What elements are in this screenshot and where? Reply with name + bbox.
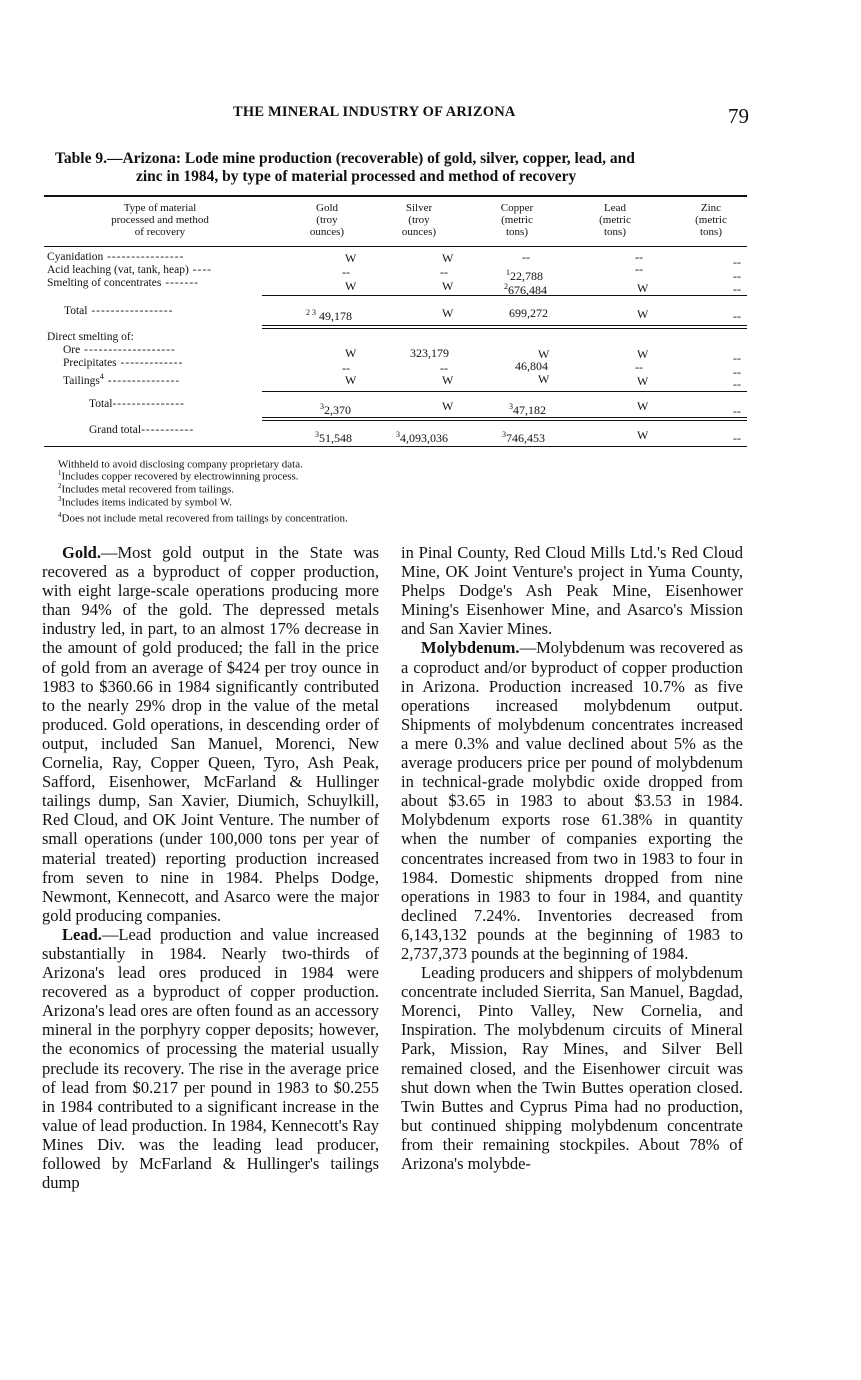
- header-lead-line: tons): [604, 226, 626, 238]
- header-copper-line: (metric: [501, 214, 533, 226]
- row-label-text: Acid leaching (vat, tank, heap): [47, 264, 189, 276]
- cell-zinc: --: [733, 351, 741, 365]
- cell-lead: W: [637, 281, 649, 295]
- cell-gold: W: [345, 373, 357, 387]
- cell-value: 49,178: [319, 309, 352, 323]
- footnote-mark: 1: [506, 268, 510, 277]
- cell-zinc: --: [733, 431, 741, 445]
- subtotal-rule-2: [262, 391, 747, 392]
- row-label-grand-total: Grand total-----------: [89, 424, 195, 436]
- moly-text: —Molybdenum was recovered as a coproduct and/or byproduct of copper production in Arizona. Production increased 10.7% as five operations increased molybdenum output. Shipments of molybdenum concentrates increased a mere 0.3% and value declined about 5% as the average producers price per pound of molybdenum in technical-grade molybdic oxide dropped from about $3.65 in 1983 to about $3.53 in 1984. Molybdenum exports rose 61.38% in quantity when the number of companies exporting the concentrates increased from two in 1983 to four in 1984. Domestic shipments dropped from nine operations in 1983 to four in 1984, and quantity declined 7.24%. Inventories decreased from 6,143,132 pounds at the beginning of 1983 to 2,737,373 pounds at the beginning of 1984.: [401, 638, 743, 963]
- cell-lead: --: [635, 250, 643, 264]
- cell-lead: W: [637, 347, 649, 361]
- row-label-text: Smelting of concentrates: [47, 277, 162, 289]
- cell-copper: 46,804: [515, 359, 548, 373]
- row-label-text: Precipitates: [63, 357, 117, 369]
- footnote-4: [58, 509, 348, 525]
- cell-zinc: --: [733, 377, 741, 391]
- header-type-line: processed and method: [111, 214, 209, 226]
- row-label-ore: Ore -------------------: [63, 344, 176, 356]
- header-gold-line: (troy: [316, 214, 338, 226]
- continued-paragraph: in Pinal County, Red Cloud Mills Ltd.'s Red Cloud Mine, OK Joint Venture's project in Yuma County, Phelps Dodge's Ash Peak Mine, Eisenhower Mining's Eisenhower Mine, and Asarco's Mission and San Xavier Mines.: [401, 543, 743, 639]
- table-caption-line2: zinc in 1984, by type of material processed and method of recovery: [136, 168, 577, 185]
- row-label-text: Grand total: [89, 424, 142, 436]
- cell-zinc: --: [733, 282, 741, 296]
- cell-lead: W: [637, 307, 649, 321]
- footnote-mark: 3: [396, 430, 400, 439]
- header-silver-line: (troy: [408, 214, 430, 226]
- cell-silver: W: [442, 251, 454, 265]
- cell-gold: [320, 400, 351, 417]
- grand-total-rule-b: [262, 420, 747, 421]
- cell-copper: --: [522, 250, 530, 264]
- footnote-mark: 2 3: [306, 308, 316, 317]
- cell-gold: W: [345, 279, 357, 293]
- cell-value: 51,548: [319, 431, 352, 445]
- gold-heading: Gold.: [62, 543, 101, 562]
- cell-copper: 699,272: [509, 306, 548, 320]
- cell-value: 47,182: [513, 403, 546, 417]
- cell-value: 676,484: [508, 283, 547, 297]
- cell-value: 4,093,036: [400, 431, 448, 445]
- footnote-text: Includes items indicated by symbol W.: [61, 496, 232, 509]
- total-double-rule-b: [262, 328, 747, 329]
- cell-silver: --: [440, 361, 448, 375]
- header-silver-line: ounces): [401, 226, 437, 238]
- row-label-precipitates: Precipitates -------------: [63, 357, 184, 369]
- cell-value: 746,453: [506, 431, 545, 445]
- footnote-text: Includes copper recovered by electrowinning process.: [61, 470, 299, 483]
- header-lead-line: Lead: [604, 202, 626, 214]
- row-label-text: Total: [64, 305, 88, 317]
- cell-silver: 323,179: [410, 346, 449, 360]
- header-gold-line: ounces): [309, 226, 345, 238]
- header-silver: [384, 202, 454, 238]
- table-caption: [55, 150, 755, 186]
- page-number: 79: [728, 104, 749, 128]
- footnote-text: Includes metal recovered from tailings.: [61, 483, 235, 496]
- row-label-cyanidation: Cyanidation ----------------: [47, 251, 185, 263]
- row-label-text: Ore: [63, 344, 81, 356]
- cell-lead: --: [635, 360, 643, 374]
- moly-paragraph: [401, 638, 743, 963]
- row-label-acid-leaching: Acid leaching (vat, tank, heap) ----: [47, 264, 212, 276]
- cell-zinc: --: [733, 309, 741, 323]
- cell-silver: W: [442, 279, 454, 293]
- cell-gold: W: [345, 346, 357, 360]
- header-zinc-line: Zinc: [700, 202, 722, 214]
- footnote-3: [58, 493, 232, 509]
- row-label-tailings: Tailings$^4$ ---------------: [63, 372, 181, 387]
- table-header-rule: [44, 246, 747, 247]
- cell-copper: [502, 428, 545, 445]
- cell-zinc: --: [733, 255, 741, 269]
- header-zinc-line: tons): [700, 226, 722, 238]
- table-bottom-rule: [44, 446, 747, 447]
- row-label-total-direct: Total---------------: [89, 398, 185, 410]
- cell-lead: W: [637, 399, 649, 413]
- header-lead: [580, 202, 650, 238]
- table-caption-line1: Table 9.—Arizona: Lode mine production (recoverable) of gold, silver, copper, lead, and: [55, 150, 635, 167]
- cell-copper: [504, 280, 547, 297]
- row-label-total: Total -----------------: [64, 305, 174, 317]
- body-left-column: [42, 543, 379, 1192]
- footnote-mark: 3: [58, 495, 62, 503]
- row-label-text: Total: [89, 398, 113, 410]
- footnote-mark: 2: [58, 482, 62, 490]
- gold-text: —Most gold output in the State was recovered as a byproduct of copper production, with eight large-scale operations producing more than 94% of the gold. The depressed metals industry led, in part, to an almost 17% decrease in the amount of gold produced; the fall in the price of gold from an average of $424 per troy ounce in 1983 to $360.66 in 1984 significantly contributed to the nearly 29% drop in the value of the metal produced. Gold operations, in descending order of output, included San Manuel, Morenci, New Cornelia, Ray, Copper Queen, Tyro, Ash Peak, Safford, Eisenhower, McFarland & Hullinger tailings dump, San Xavier, Diumich, Schuylkill, Red Cloud, and OK Joint Venture. The number of small operations (under 100,000 tons per year of material treated) reporting production increased from seven to nine in 1984. Phelps Dodge, Newmont, Kennecott, and Asarco were the major gold producing companies.: [42, 543, 379, 925]
- moly-heading: Molybdenum.: [421, 638, 520, 658]
- header-type-line: Type of material: [123, 202, 197, 214]
- footnote-mark: 1: [58, 469, 62, 477]
- cell-copper: W: [538, 347, 550, 361]
- header-gold-line: Gold: [316, 202, 338, 214]
- cell-silver: [396, 428, 448, 445]
- footnote-text: Does not include metal recovered from tailings by concentration.: [61, 512, 348, 525]
- cell-lead: W: [637, 374, 649, 388]
- cell-lead: --: [635, 262, 643, 276]
- footnote-mark: 3: [509, 402, 513, 411]
- cell-zinc: --: [733, 404, 741, 418]
- cell-silver: --: [440, 265, 448, 279]
- header-zinc: [676, 202, 746, 238]
- header-copper: [482, 202, 552, 238]
- cell-gold: --: [342, 361, 350, 375]
- header-silver-line: Silver: [405, 202, 433, 214]
- cell-zinc: --: [733, 365, 741, 379]
- row-label-direct-smelting: Direct smelting of:: [47, 331, 134, 343]
- row-label-text: Tailings: [63, 374, 100, 387]
- footnote-mark: 3: [315, 430, 319, 439]
- footnote-mark: 3: [502, 430, 506, 439]
- footnote-mark: 3: [320, 402, 324, 411]
- cell-copper: W: [538, 372, 550, 386]
- gold-paragraph: [42, 543, 379, 925]
- running-title: THE MINERAL INDUSTRY OF ARIZONA: [233, 104, 516, 120]
- cell-value: 22,788: [510, 269, 543, 283]
- header-type-line: of recovery: [134, 226, 186, 238]
- cell-gold: --: [342, 265, 350, 279]
- body-right-column: [401, 543, 743, 1173]
- grand-total-rule-a: [262, 417, 747, 418]
- header-gold: [292, 202, 362, 238]
- row-label-smelting: Smelting of concentrates -------: [47, 277, 200, 289]
- total-double-rule-a: [262, 325, 747, 326]
- moly-paragraph-2: Leading producers and shippers of molybdenum concentrate included Sierrita, San Manuel, Bagdad, Morenci, Pinto Valley, New Cornelia, and Inspiration. The molybdenum circuits of Mineral Park, Mission, Ray Mines, and Silver Bell remained closed, and the Eisenhower circuit was shut down when the Twin Buttes operation closed. Twin Buttes and Cyprus Pima had no production, but continued shipping molybdenum concentrate from their remaining stockpiles. About 78% of Arizona's molybde-: [401, 963, 743, 1173]
- lead-paragraph: [42, 925, 379, 1192]
- cell-copper: [509, 400, 546, 417]
- footnote-mark: 4: [58, 511, 62, 519]
- cell-gold: W: [345, 251, 357, 265]
- cell-gold: [306, 306, 352, 323]
- cell-value: 2,370: [324, 403, 351, 417]
- lead-heading: Lead.: [62, 924, 102, 944]
- header-copper-line: Copper: [500, 202, 534, 214]
- footnote-mark: 2: [504, 282, 508, 291]
- lead-text: —Lead production and value increased substantially in 1984. Nearly two-thirds of Arizona's lead ores produced in 1984 were recovered as a byproduct of copper production. Arizona's lead ores are often found as an accessory mineral in the porphyry copper deposits; however, the economics of processing the material usually preclude its recovery. The rise in the average price of lead from $0.217 per pound in 1983 to $0.255 in 1984 contributed to a significant increase in the value of lead production. In 1984, Kennecott's Ray Mines Div. was the leading lead producer, followed by McFarland & Hullinger's tailings dump: [42, 924, 379, 1193]
- row-label-text: Cyanidation: [47, 251, 104, 263]
- footnote-text: Withheld to avoid disclosing company proprietary data.: [58, 458, 303, 471]
- cell-silver: W: [442, 373, 454, 387]
- cell-silver: W: [442, 399, 454, 413]
- table-top-rule: [44, 195, 747, 197]
- header-copper-line: tons): [506, 226, 528, 238]
- header-zinc-line: (metric: [695, 214, 727, 226]
- header-type: [80, 202, 240, 238]
- cell-gold: [315, 428, 352, 445]
- footnote-mark: 4: [99, 372, 104, 381]
- cell-lead: W: [637, 428, 649, 442]
- cell-zinc: --: [733, 269, 741, 283]
- header-lead-line: (metric: [599, 214, 631, 226]
- cell-silver: W: [442, 306, 454, 320]
